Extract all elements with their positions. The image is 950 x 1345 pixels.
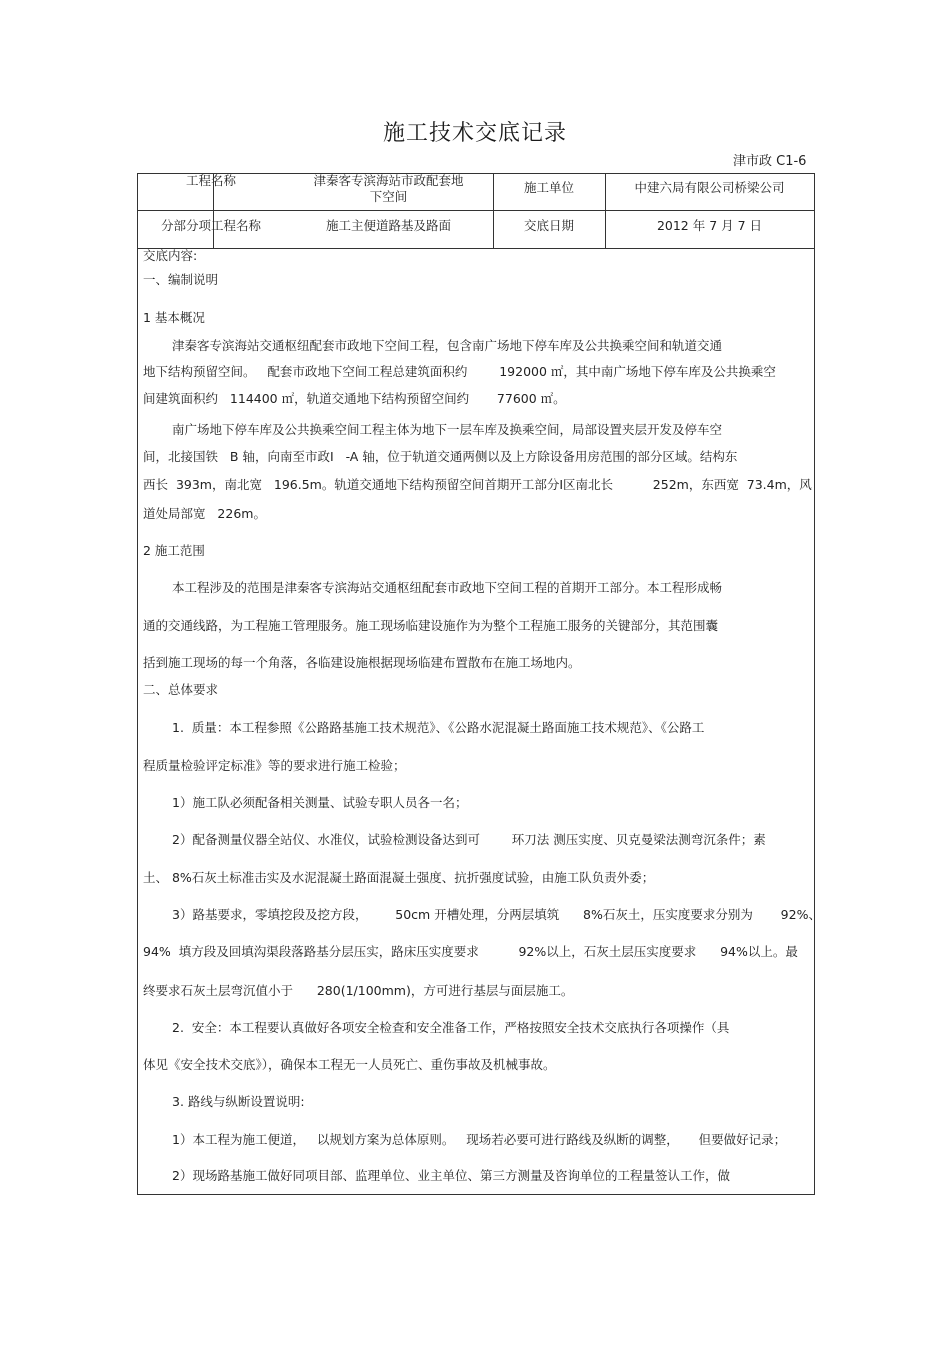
section-heading: 一、编制说明 [143, 272, 219, 287]
paragraph-line: 西长 393m，南北宽 196.5m。轨道交通地下结构预留空间首期开工部分Ⅰ区南北长 252m，东西宽 73.4m，风 [143, 477, 812, 492]
subsection-heading: 1 基本概况 [143, 310, 205, 325]
handover-date-value: 2012 年 7 月 7 日 [656, 218, 763, 233]
content-heading: 交底内容: [143, 248, 198, 263]
record-table [137, 173, 815, 1195]
section-heading: 二、总体要求 [143, 682, 219, 697]
list-item: 2）配备测量仪器全站仪、水准仪，试验检测设备达到可 环刀法 测压实度、贝克曼梁法测弯沉条件；素 [172, 832, 766, 847]
paragraph-line: 津秦客专滨海站交通枢纽配套市政地下空间工程，包含南广场地下停车库及公共换乘空间和轨道交通 [172, 338, 723, 353]
paragraph-line: 本工程涉及的范围是津秦客专滨海站交通枢纽配套市政地下空间工程的首期开工部分。本工程形成畅 [172, 580, 723, 595]
row-divider [138, 248, 814, 249]
paragraph-line: 道处局部宽 226m。 [143, 506, 266, 521]
list-item: 1）本工程为施工便道， 以规划方案为总体原则。 现场若必要可进行路线及纵断的调整， 但要做好记录； [172, 1132, 787, 1147]
paragraph-line: 南广场地下停车库及公共换乘空间工程主体为地下一层车库及换乘空间，局部设置夹层开发及停车空 [172, 422, 723, 437]
document-title: 施工技术交底记录 [382, 121, 567, 146]
paragraph-line: 程质量检验评定标准》等的要求进行施工检验； [143, 758, 406, 773]
subsection-heading: 2 施工范围 [143, 543, 205, 558]
paragraph-line: 终要求石灰土层弯沉值小于 280(1/100mm)，方可进行基层与面层施工。 [143, 983, 574, 998]
project-name-label: 工程名称 [185, 173, 236, 188]
construction-unit-value: 中建六局有限公司桥梁公司 [634, 180, 785, 195]
paragraph-line: 94% 填方段及回填沟渠段落路基分层压实，路床压实度要求 92%以上，石灰土层压实度要求 94%以上。最 [143, 944, 798, 959]
list-item: 3）路基要求，零填挖段及挖方段， 50cm 开槽处理，分两层填筑 8%石灰土，压实度要求分别为 92%、 [172, 907, 821, 922]
list-item: 2）现场路基施工做好同项目部、监理单位、业主单位、第三方测量及咨询单位的工程量签认工作，做 [172, 1168, 730, 1183]
paragraph-line: 1. 质量：本工程参照《公路路基施工技术规范》、《公路水泥混凝土路面施工技术规范》、《公路工 [172, 720, 705, 735]
row-divider [138, 210, 814, 211]
list-item: 1）施工队必须配备相关测量、试验专职人员各一名； [172, 795, 468, 810]
paragraph-line: 通的交通线路，为工程施工管理服务。施工现场临建设施作为为整个工程施工服务的关键部分，其范围囊 [143, 618, 719, 633]
form-code: 津市政 C1-6 [733, 154, 807, 169]
sub-project-label: 分部分项工程名称 [160, 218, 261, 233]
sub-project-value: 施工主便道路基及路面 [325, 218, 451, 233]
paragraph-line: 间建筑面积约 114400 ㎡，轨道交通地下结构预留空间约 77600 ㎡。 [143, 391, 566, 406]
construction-unit-label: 施工单位 [523, 180, 574, 195]
subsection-heading: 3. 路线与纵断设置说明: [172, 1094, 305, 1109]
paragraph-line: 2. 安全：本工程要认真做好各项安全检查和安全准备工作，严格按照安全技术交底执行各项操作（具 [172, 1020, 730, 1035]
paragraph-line: 地下结构预留空间。 配套市政地下空间工程总建筑面积约 192000 ㎡，其中南广场地下停车库及公共换乘空 [143, 364, 776, 379]
project-name-line1: 津秦客专滨海站市政配套地 [313, 173, 464, 188]
paragraph-line: 体见《安全技术交底》），确保本工程无一人员死亡、重伤事故及机械事故。 [143, 1057, 556, 1072]
paragraph-line: 土、 8%石灰土标准击实及水泥混凝土路面混凝土强度、抗折强度试验，由施工队负责外委； [143, 870, 655, 885]
project-name-line2: 下空间 [369, 189, 408, 204]
handover-date-label: 交底日期 [523, 218, 574, 233]
paragraph-line: 括到施工现场的每一个角落，各临建设施根据现场临建布置散布在施工场地内。 [143, 655, 581, 670]
paragraph-line: 间，北接国铁 B 轴，向南至市政Ⅰ -A 轴，位于轨道交通两侧以及上方除设备用房范围的部分区域。结构东 [143, 449, 738, 464]
